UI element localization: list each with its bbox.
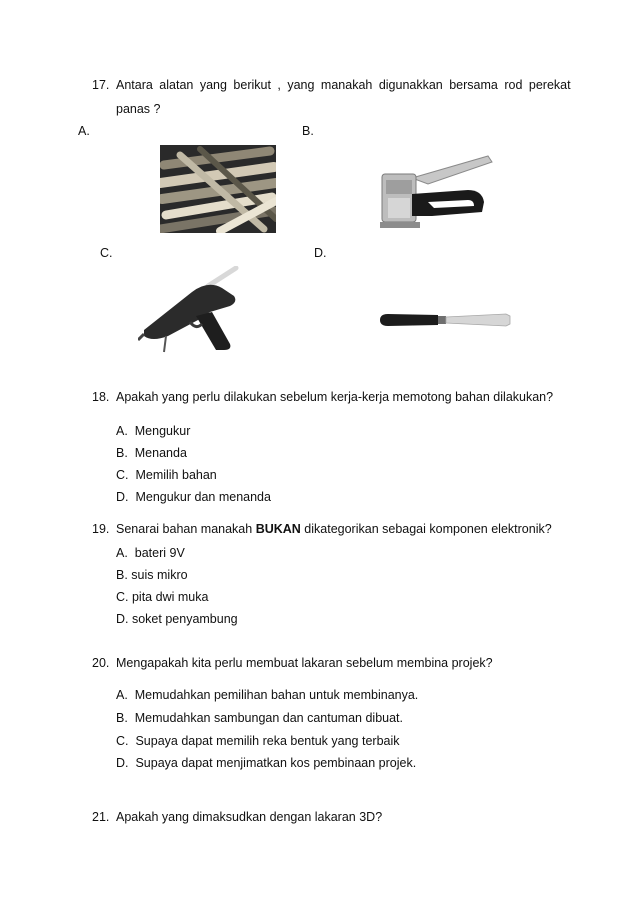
option-label-c: C.: [100, 246, 113, 260]
option-label-b: B.: [302, 124, 314, 138]
question-text: Mengapakah kita perlu membuat lakaran sebelum membina projek?: [116, 656, 493, 670]
option-label-d: D.: [314, 246, 327, 260]
option-text: bateri 9V: [134, 546, 185, 560]
question-number: 18.: [92, 390, 110, 404]
question-number: 17.: [92, 78, 110, 92]
option-letter: B.: [116, 446, 128, 460]
option-letter: D.: [116, 756, 129, 770]
question-text-pre: Senarai bahan manakah: [116, 522, 256, 536]
option-letter: B.: [116, 711, 128, 725]
option-letter: A.: [116, 546, 128, 560]
option-c[interactable]: [116, 468, 217, 482]
option-d[interactable]: [116, 756, 416, 770]
option-text: Mengukur: [134, 424, 191, 438]
glue-sticks-image: [160, 145, 276, 233]
option-text: pita dwi muka: [131, 590, 209, 604]
question-number: 20.: [92, 656, 110, 670]
option-text: Memudahkan pemilihan bahan untuk membinanya.: [134, 688, 419, 702]
option-letter: C.: [116, 734, 129, 748]
option-text: Menanda: [134, 446, 187, 460]
option-letter: A.: [116, 424, 128, 438]
option-b[interactable]: [116, 711, 403, 725]
question-text: Apakah yang perlu dilakukan sebelum kerja-kerja memotong bahan dilakukan?: [116, 390, 554, 404]
option-text: suis mikro: [131, 568, 188, 582]
question-number: 21.: [92, 810, 110, 824]
question-text: Apakah yang dimaksudkan dengan lakaran 3D?: [116, 810, 383, 824]
chisel-image: [378, 310, 512, 330]
option-letter: B.: [116, 568, 128, 582]
question-number: 19.: [92, 522, 110, 536]
option-d[interactable]: [116, 490, 271, 504]
option-text: Memudahkan sambungan dan cantuman dibuat.: [134, 711, 404, 725]
option-text: Memilih bahan: [135, 468, 217, 482]
option-c[interactable]: [116, 590, 208, 604]
option-c[interactable]: [116, 734, 400, 748]
option-letter: C.: [116, 590, 129, 604]
option-label-a: A.: [78, 124, 90, 138]
option-letter: D.: [116, 490, 129, 504]
staple-gun-image: [372, 150, 500, 236]
question-text: [116, 522, 552, 536]
question-text: Antara alatan yang berikut , yang manakah digunakkan bersama rod perekat: [116, 78, 571, 92]
question-text-post: dikategorikan sebagai komponen elektronik?: [300, 522, 552, 536]
option-text: Supaya dapat memilih reka bentuk yang terbaik: [135, 734, 400, 748]
option-letter: D.: [116, 612, 129, 626]
question-text-bold: BUKAN: [255, 522, 301, 536]
option-a[interactable]: [116, 546, 185, 560]
hot-glue-gun-image: [138, 266, 252, 354]
option-letter: A.: [116, 688, 128, 702]
option-letter: C.: [116, 468, 129, 482]
option-d[interactable]: [116, 612, 238, 626]
option-b[interactable]: [116, 446, 187, 460]
option-text: Supaya dapat menjimatkan kos pembinaan projek.: [135, 756, 417, 770]
question-text-cont: panas ?: [116, 102, 161, 116]
option-b[interactable]: [116, 568, 188, 582]
option-text: Mengukur dan menanda: [135, 490, 271, 504]
option-text: soket penyambung: [131, 612, 238, 626]
option-a[interactable]: [116, 424, 190, 438]
option-a[interactable]: [116, 688, 418, 702]
